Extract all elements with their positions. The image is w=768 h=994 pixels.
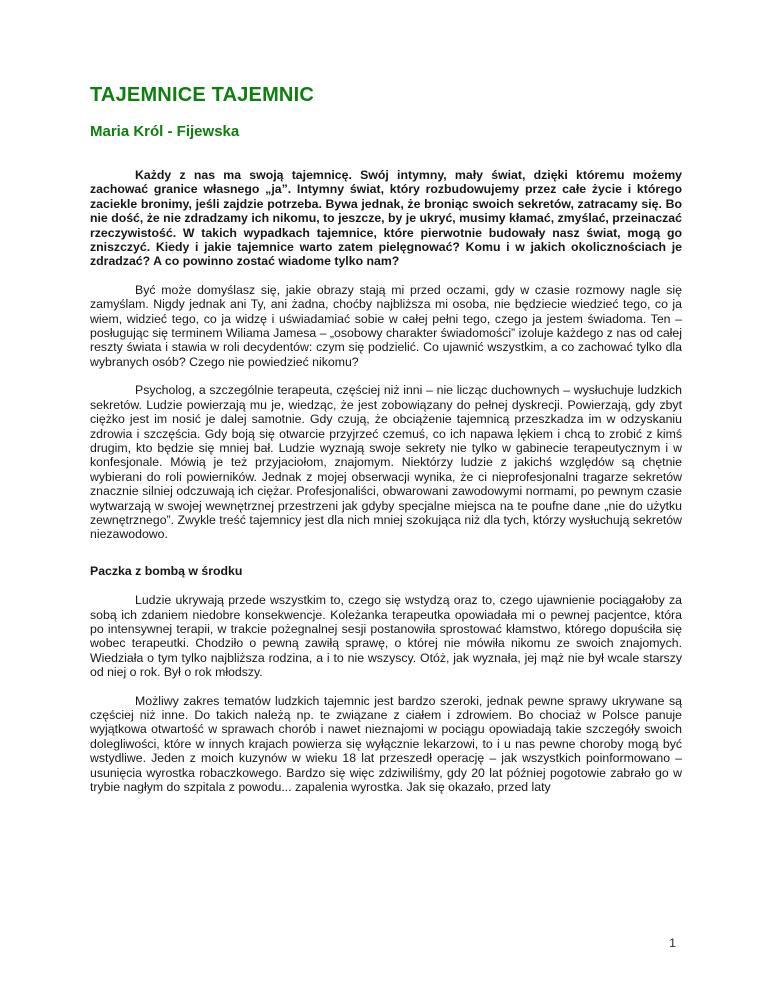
page-title: TAJEMNICE TAJEMNIC	[90, 84, 314, 106]
body-text-container	[90, 168, 682, 794]
paragraph: Psycholog, a szczególnie terapeuta, częściej niż inni – nie licząc duchownych – wysłuchuje ludzkich sekretów. Ludzie powierzają mu je, wiedząc, że jest zobowiązany do pełnej dyskrecji. Powierzają, gdy zbyt ciężko jest im nosić je dalej samotnie. Gdy czują, że obciążenie tajemnicą przeszkadza im w odzyskaniu zdrowia i szczęścia. Gdy boją się otwarcie przyjrzeć czemuś, co ich napawa lękiem i chcą to zrobić z kimś drugim, kto będzie się mniej bał. Ludzie wyznają swoje sekrety nie tylko w gabinecie terapeutycznym i w konfesjonale. Mówią je też przyjaciołom, znajomym. Niektórzy ludzie z jakichś względów są chętnie wybierani do roli powierników. Jednak z mojej obserwacji wynika, że ci nieprofesjonalni tragarze sekretów znacznie silniej odczuwają ich ciężar. Profesjonaliści, obwarowani zawodowymi normami, po pewnym czasie wytwarzają w swojej wewnętrznej przestrzeni jak gdyby specjalne miejsca na te poufne dane „nie do użytku zewnętrznego”. Zwykle treść tajemnicy jest dla nich mniej szokująca niż dla tych, którzy wysłuchują sekretów niezawodowo.	[90, 383, 682, 542]
section-heading: Paczka z bombą w środku	[90, 563, 243, 578]
paragraph: Każdy z nas ma swoją tajemnicę. Swój intymny, mały świat, dzięki któremu możemy zachować granice własnego „ja”. Intymny świat, który rozbudowujemy przez całe życie i którego zaciekle bronimy, jeśli zajdzie potrzeba. Bywa jednak, że broniąc swoich sekretów, zatracamy się. Bo nie dość, że nie zdradzamy ich nikomu, to jeszcze, by je ukryć, musimy kłamać, zmyślać, przeinaczać rzeczywistość. W takich wypadkach tajemnice, które pierwotnie budowały nasz świat, mogą go zniszczyć. Kiedy i jakie tajemnice warto zatem pielęgnować? Komu i w jakich okolicznościach je zdradzać? A co powinno zostać wiadome tylko nam?	[90, 168, 682, 269]
page-number: 1	[669, 936, 676, 950]
paragraph: Możliwy zakres tematów ludzkich tajemnic jest bardzo szeroki, jednak pewne sprawy ukrywane są częściej niż inne. Do takich należą np. te związane z ciałem i zdrowiem. Bo chociaż w Polsce panuje wyjątkowa otwartość w sprawach chorób i nawet nieznajomi w pociągu opowiadają takie szczegóły swoich dolegliwości, które w innych krajach powierza się wyłącznie lekarzowi, to i u nas pewne choroby mogą być wstydliwe. Jeden z moich kuzynów w wieku 18 lat przeszedł operację – jak wszystkich poinformowano – usunięcia wyrostka robaczkowego. Bardzo się więc zdziwiliśmy, gdy 20 lat później pogotowie zabrało go w trybie nagłym do szpitala z powodu... zapalenia wyrostka. Jak się okazało, przed laty	[90, 693, 682, 795]
paragraph: Być może domyślasz się, jakie obrazy stają mi przed oczami, gdy w czasie rozmowy nagle się zamyślam. Nigdy jednak ani Ty, ani żadna, choćby najbliższa mi osoba, nie będziecie wiedzieć tego, co ja wiem, widzieć tego, co ja widzę i uświadamiać sobie w całej pełni tego, czego ja jestem świadoma. Ten – posługując się terminem Wiliama Jamesa – „osobowy charakter świadomości” izoluje każdego z nas od całej reszty świata i stawia w roli decydentów: czym się podzielić. Co ujawnić wszystkim, a co zachować tylko dla wybranych osób? Czego nie powiedzieć nikomu?	[90, 282, 682, 369]
document-content	[90, 84, 682, 808]
paragraph: Ludzie ukrywają przede wszystkim to, czego się wstydzą oraz to, czego ujawnienie pociągałoby za sobą ich zdaniem niedobre konsekwencje. Koleżanka terapeutka opowiadała mi o pewnej pacjentce, która po intensywnej terapii, w trakcie pożegnalnej sesji postanowiła sprostować kłamstwo, którego dopuściła się wobec terapeutki. Chodziło o pewną zawiłą sprawę, o której nie mówiła nikomu ze swoich znajomych. Wiedziała o tym tylko najbliższa rodzina, a i to nie wszyscy. Otóż, jak wyznała, jej mąż nie był wcale starszy od niej o rok. Był o rok młodszy.	[90, 593, 682, 680]
author-byline: Maria Król - Fijewska	[90, 123, 240, 140]
